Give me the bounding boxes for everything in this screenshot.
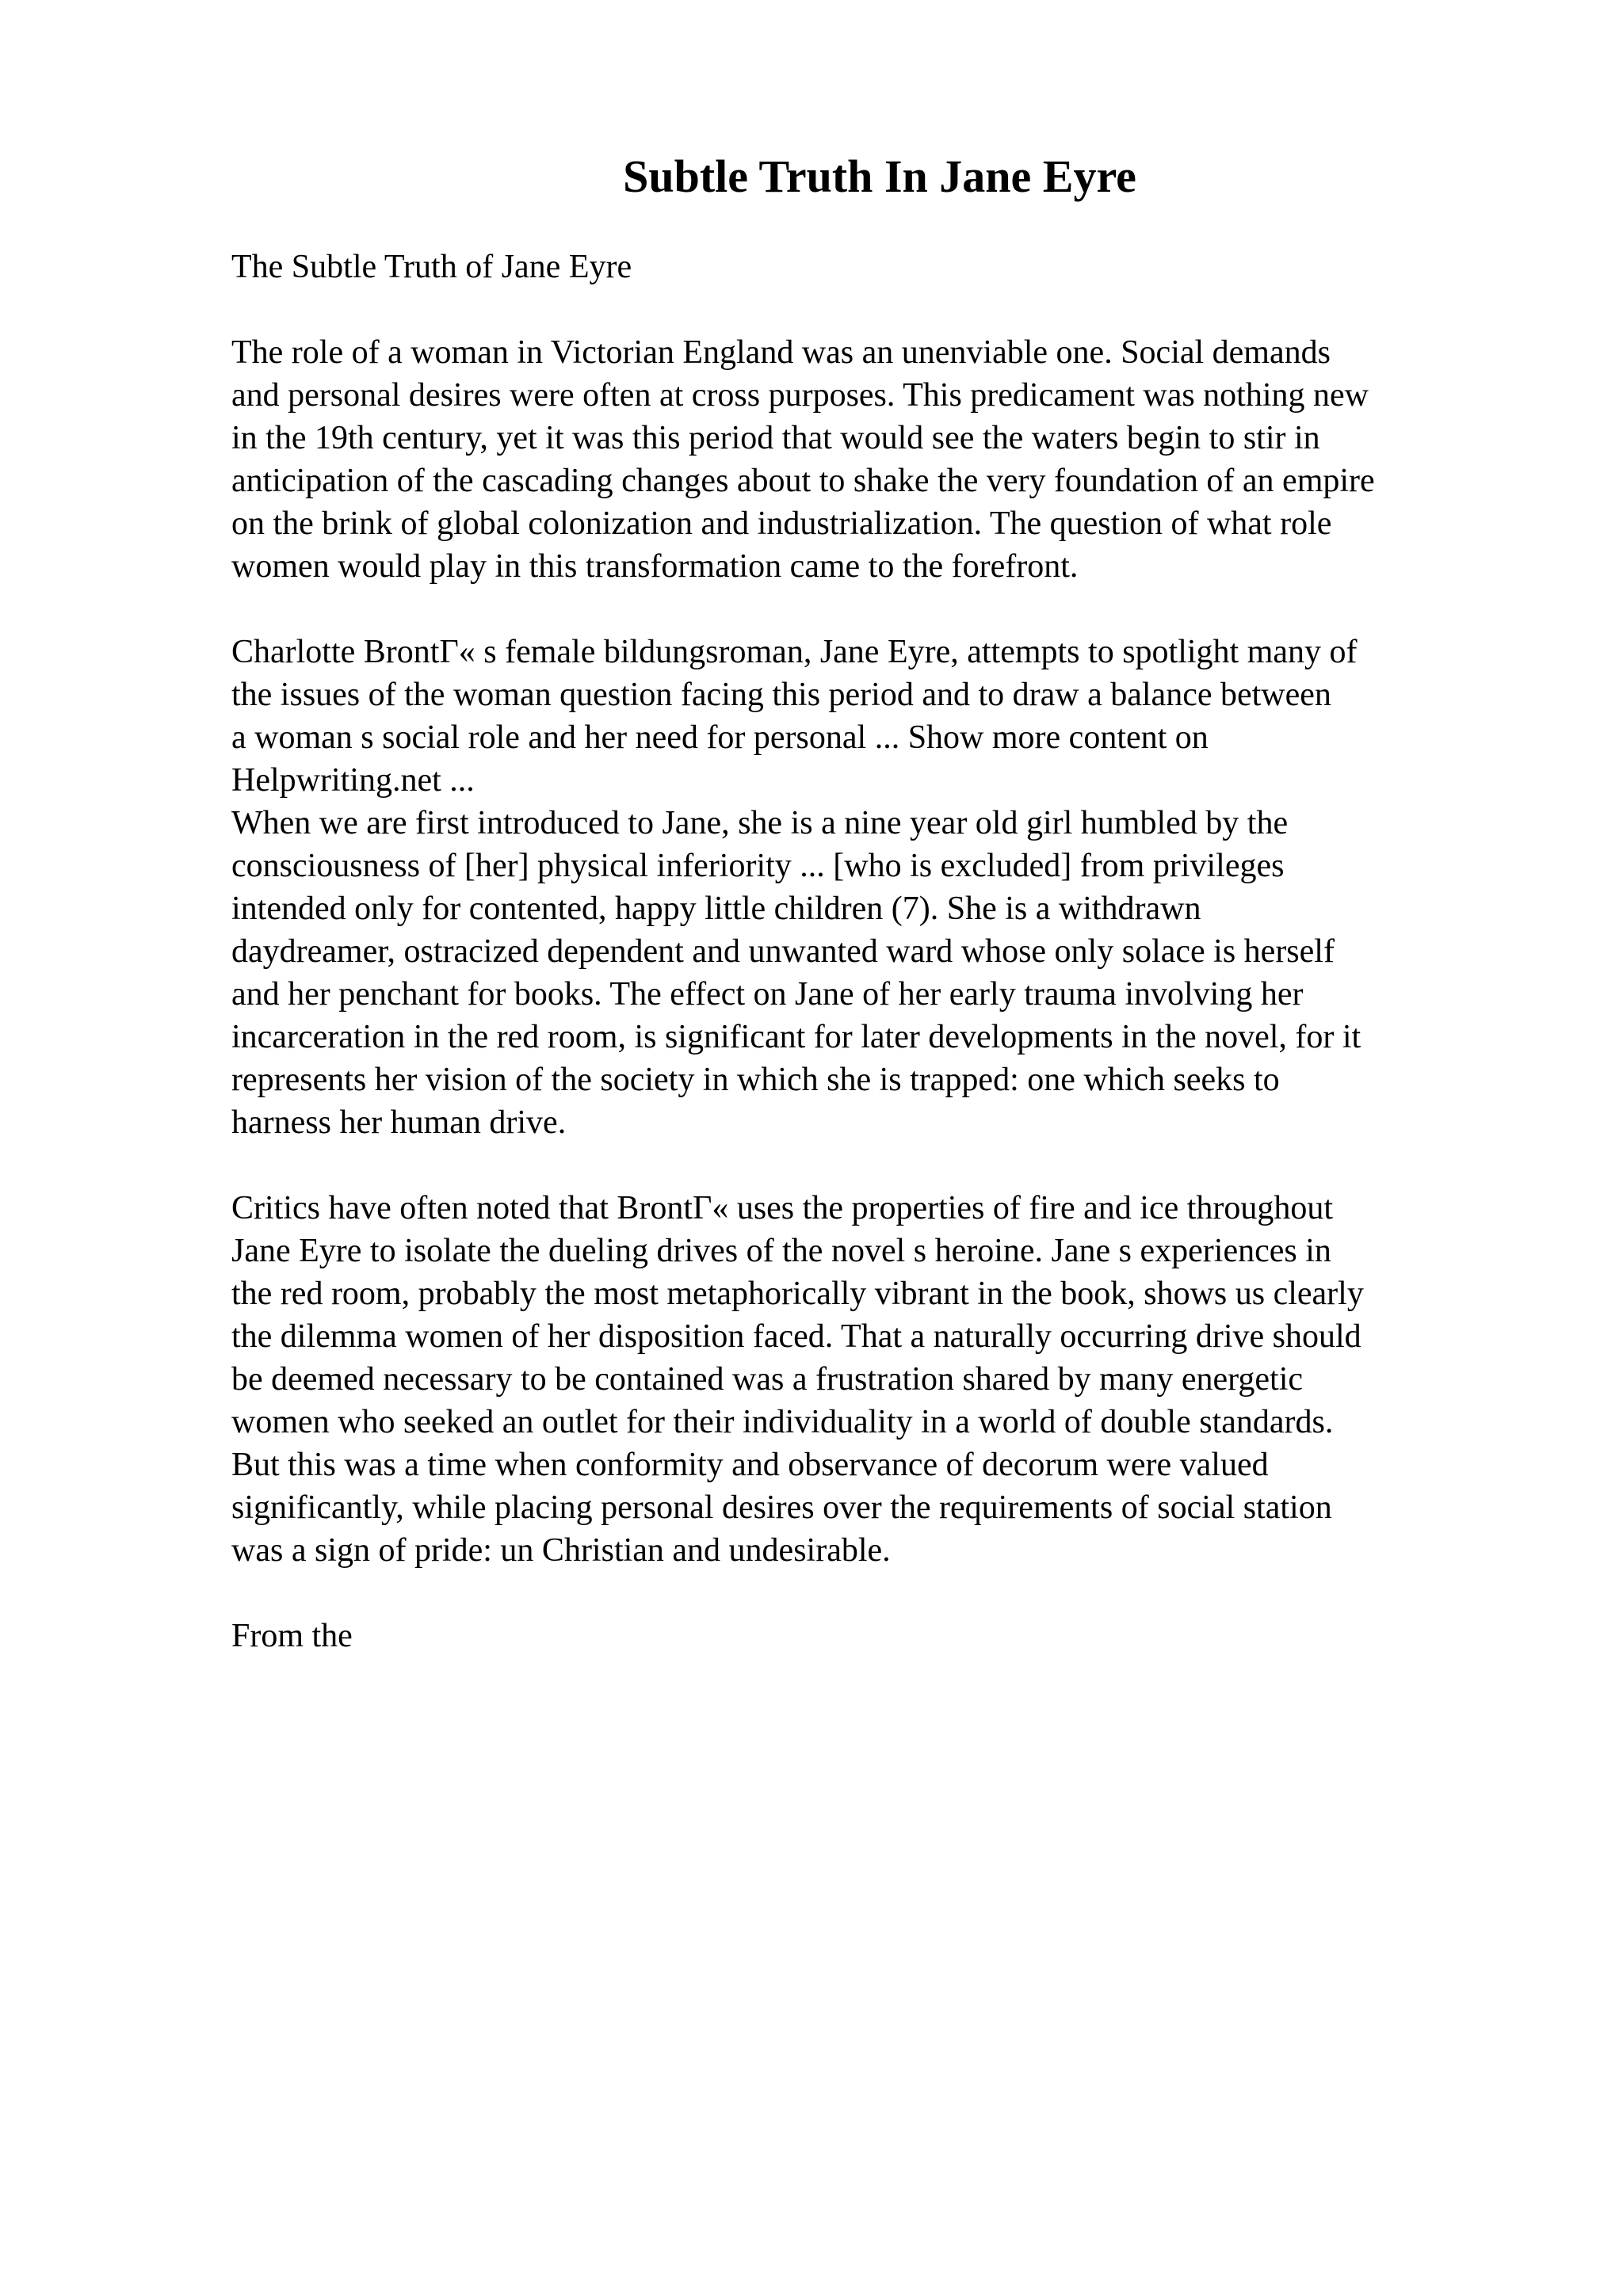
paragraph-line: was a sign of pride: un Christian and undesirable. bbox=[231, 1531, 891, 1569]
paragraph-introduction-to-jane bbox=[231, 802, 1515, 1144]
paragraph-line: daydreamer, ostracized dependent and unwanted ward whose only solace is herself bbox=[231, 933, 1335, 970]
paragraph-line: The role of a woman in Victorian England was an unenviable one. Social demands bbox=[231, 334, 1331, 371]
paragraph-line: in the 19th century, yet it was this period that would see the waters begin to stir in bbox=[231, 419, 1320, 456]
paragraph-critics bbox=[231, 1187, 1515, 1572]
paragraph-line: Jane Eyre to isolate the dueling drives of the novel s heroine. Jane s experiences in bbox=[231, 1232, 1331, 1269]
paragraph-line: a woman s social role and her need for personal ... Show more content on bbox=[231, 719, 1209, 756]
document-title: Subtle Truth In Jane Eyre bbox=[623, 151, 1136, 202]
paragraph-line: intended only for contented, happy little children (7). She is a withdrawn bbox=[231, 890, 1201, 927]
paragraph-from-the bbox=[231, 1615, 1515, 1657]
paragraph-line: on the brink of global colonization and industrialization. The question of what role bbox=[231, 505, 1332, 542]
paragraph-line: But this was a time when conformity and observance of decorum were valued bbox=[231, 1446, 1269, 1483]
paragraph-line: anticipation of the cascading changes about to shake the very foundation of an empire bbox=[231, 462, 1375, 499]
paragraph-intro bbox=[231, 331, 1515, 588]
paragraph-line: significantly, while placing personal desires over the requirements of social station bbox=[231, 1489, 1332, 1526]
paragraph-line: women would play in this transformation came to the forefront. bbox=[231, 547, 1079, 585]
paragraph-line: Critics have often noted that BrontΓ« uses the properties of fire and ice throughout bbox=[231, 1189, 1334, 1226]
paragraph-bildungsroman bbox=[231, 631, 1515, 802]
paragraph-line: When we are first introduced to Jane, she is a nine year old girl humbled by the bbox=[231, 804, 1289, 841]
paragraph-line: harness her human drive. bbox=[231, 1104, 567, 1141]
paragraph-line: Helpwriting.net ... bbox=[231, 761, 475, 799]
paragraph-line: consciousness of [her] physical inferiority ... [who is excluded] from privileges bbox=[231, 847, 1285, 884]
paragraph-line: incarceration in the red room, is significant for later developments in the novel, for it bbox=[231, 1018, 1361, 1055]
paragraph-line: the red room, probably the most metaphorically vibrant in the book, shows us clearly bbox=[231, 1275, 1364, 1312]
paragraph-line: the dilemma women of her disposition faced. That a naturally occurring drive should bbox=[231, 1318, 1361, 1355]
paragraph-line: Charlotte BrontΓ« s female bildungsroman, Jane Eyre, attempts to spotlight many of bbox=[231, 633, 1358, 670]
paragraph-line: and her penchant for books. The effect on Jane of her early trauma involving her bbox=[231, 975, 1304, 1013]
document-subtitle: The Subtle Truth of Jane Eyre bbox=[231, 248, 632, 285]
paragraph-line: From the bbox=[231, 1617, 353, 1654]
paragraph-line: be deemed necessary to be contained was a frustration shared by many energetic bbox=[231, 1360, 1304, 1398]
document-content bbox=[231, 149, 1515, 1700]
paragraph-line: the issues of the woman question facing this period and to draw a balance between bbox=[231, 676, 1331, 713]
paragraph-line: women who seeked an outlet for their individuality in a world of double standards. bbox=[231, 1403, 1334, 1440]
paragraph-line: and personal desires were often at cross purposes. This predicament was nothing new bbox=[231, 376, 1369, 414]
paragraph-line: represents her vision of the society in which she is trapped: one which seeks to bbox=[231, 1061, 1280, 1098]
